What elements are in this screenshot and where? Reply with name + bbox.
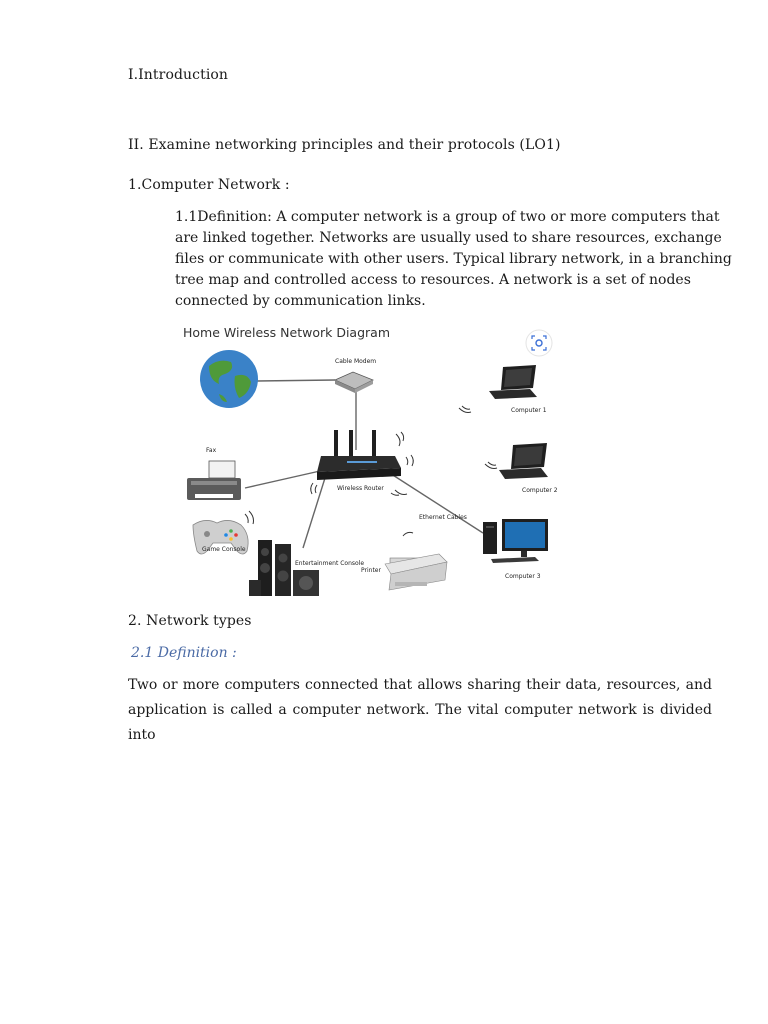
speaker-icon: [249, 540, 319, 596]
definition-line: tree map and controlled access to resources. A network is a set of nodes: [175, 272, 691, 288]
definition-line: are linked together. Networks are usually used to share resources, exchange: [175, 230, 722, 246]
definition-line: 1.1Definition: A computer network is a group of two or more computers that: [175, 209, 720, 225]
computer3-label: Computer 3: [505, 573, 541, 580]
definition-line: files or communicate with other users. Typical library network, in a branching: [175, 251, 732, 267]
wireless-router-label: Wireless Router: [337, 485, 384, 492]
network-diagram-figure: [175, 318, 559, 598]
intro-heading: I.Introduction: [128, 67, 229, 83]
definition-line: connected by communication links.: [175, 293, 426, 309]
computer1-label: Computer 1: [511, 407, 547, 414]
fax-icon: [187, 461, 241, 500]
lens-icon[interactable]: [526, 330, 552, 356]
wireless-router-icon: [317, 430, 401, 480]
ethernet-cables-label: Ethernet Cables: [419, 514, 467, 521]
game-console-label: Game Console: [202, 546, 246, 553]
entertainment-console-label: Entertainment Console: [295, 560, 365, 567]
laptop-icon: [489, 365, 537, 399]
definition-paragraph: [175, 207, 732, 312]
body-text-line: application is called a computer network. The vital computer network is divided into: [128, 702, 712, 743]
printer-icon: [385, 554, 447, 590]
computer-network-heading: 1.Computer Network :: [128, 177, 290, 193]
printer-label: Printer: [361, 567, 381, 574]
globe-icon: [200, 350, 258, 408]
desktop-computer-icon: [483, 519, 548, 563]
diagram-title: Home Wireless Network Diagram: [183, 325, 390, 340]
laptop-icon: [499, 443, 548, 479]
cable-modem-icon: [335, 372, 373, 393]
section-heading: II. Examine networking principles and their protocols (LO1): [128, 137, 561, 153]
fax-label: Fax: [206, 447, 217, 454]
network-types-heading: 2. Network types: [128, 613, 252, 629]
body-text-line: Two or more computers connected that allows sharing their data, resources, and: [128, 677, 712, 693]
computer2-label: Computer 2: [522, 487, 558, 494]
definition-subheading: 2.1 Definition :: [131, 645, 237, 661]
cable-modem-label: Cable Modem: [335, 358, 377, 365]
